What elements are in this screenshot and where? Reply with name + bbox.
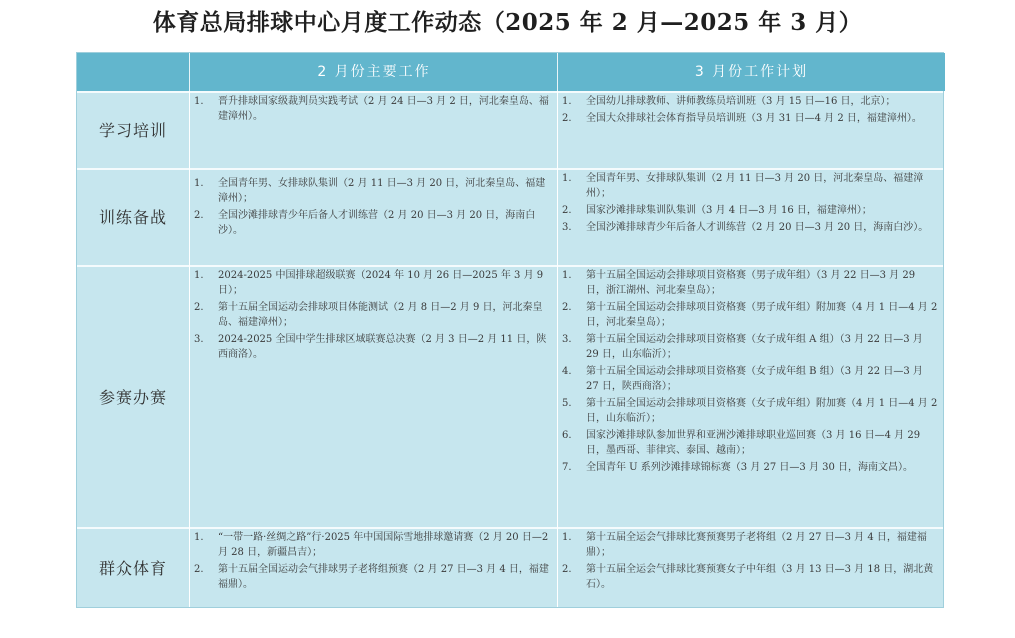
header-cell-february: 2 月份主要工作	[189, 53, 558, 91]
item-text: 2024-2025 全国中学生排球区域联赛总决赛（2 月 3 日—2 月 11 日，陕西商洛）。	[218, 334, 547, 360]
item-text: 全国大众排球社会体育指导员培训班（3 月 31 日—4 月 2 日，福建漳州）。	[586, 113, 922, 124]
item-number: 1.	[562, 532, 572, 543]
list-item	[562, 203, 938, 218]
item-number: 2.	[562, 564, 572, 575]
list-item	[562, 111, 938, 126]
mar-cell	[557, 527, 944, 607]
item-text: 全国青年男、女排球队集训（2 月 11 日—3 月 20 日，河北秦皇岛、福建漳州）；	[218, 178, 546, 204]
item-number: 2.	[194, 302, 204, 313]
item-text: 全国沙滩排球青少年后备人才训练营（2 月 20 日—3 月 20 日，海南白沙）。	[586, 222, 929, 233]
item-text: 第十五届全国运动会排球项目体能测试（2 月 8 日—2 月 9 日，河北秦皇岛、福建漳州）；	[218, 302, 543, 328]
item-text: 第十五届全国运动会排球项目资格赛（男子成年组）附加赛（4 月 1 日—4 月 2 日，河北秦皇岛）；	[586, 302, 938, 328]
item-number: 2.	[562, 113, 572, 124]
mar-cell	[557, 265, 944, 527]
item-number: 2.	[194, 210, 204, 221]
item-text: 第十五届全国运动会排球项目资格赛（女子成年组 A 组）（3 月 22 日—3 月 29 日，山东临沂）；	[586, 334, 923, 360]
list-item	[194, 94, 551, 124]
item-text: 全国沙滩排球青少年后备人才训练营（2 月 20 日—3 月 20 日，海南白沙）。	[218, 210, 536, 236]
item-number: 3.	[562, 222, 572, 233]
item-number: 1.	[562, 270, 572, 281]
list-item	[562, 562, 938, 592]
item-text: 第十五届全运会气排球比赛预赛男子老将组（2 月 27 日—3 月 4 日，福建福鼎）；	[586, 532, 927, 558]
list-item	[562, 332, 938, 362]
feb-cell	[189, 527, 557, 607]
item-number: 1.	[194, 178, 204, 189]
item-number: 1.	[194, 270, 204, 281]
item-number: 6.	[562, 430, 572, 441]
item-number: 7.	[562, 462, 572, 473]
category-cell: 群众体育	[98, 558, 167, 578]
list-item	[562, 268, 938, 298]
category-cell: 参赛办赛	[98, 387, 167, 407]
list-item	[194, 176, 551, 206]
work-table	[76, 52, 944, 608]
list-item	[194, 562, 551, 592]
mar-cell	[557, 168, 944, 265]
item-number: 1.	[194, 96, 204, 107]
list-item	[562, 428, 938, 458]
list-item	[562, 530, 938, 560]
item-number: 3.	[562, 334, 572, 345]
category-cell: 学习培训	[98, 121, 167, 140]
item-number: 1.	[562, 173, 572, 184]
mar-cell	[557, 91, 944, 168]
item-text: 晋升排球国家级裁判员实践考试（2 月 24 日—3 月 2 日，河北秦皇岛、福建漳州）。	[218, 96, 549, 122]
list-item	[562, 171, 938, 201]
list-item	[194, 530, 551, 560]
item-text: 2024-2025 中国排球超级联赛（2024 年 10 月 26 日—2025 年 3 月 9 日）；	[218, 270, 544, 296]
feb-cell	[189, 91, 557, 168]
header-cell-blank	[77, 53, 189, 91]
item-text: 第十五届全国运动会排球项目资格赛（女子成年组 B 组）（3 月 22 日—3 月 27 日，陕西商洛）；	[586, 366, 923, 392]
list-item	[562, 364, 938, 394]
category-cell: 训练备战	[98, 208, 167, 227]
item-text: 第十五届全国运动会气排球男子老将组预赛（2 月 27 日—3 月 4 日，福建福鼎）。	[218, 564, 549, 590]
list-item	[562, 220, 938, 235]
list-item	[562, 396, 938, 426]
item-number: 3.	[194, 334, 204, 345]
item-text: 国家沙滩排球集训队集训（3 月 4 日—3 月 16 日，福建漳州）；	[586, 205, 872, 216]
item-number: 4.	[562, 366, 572, 377]
item-number: 2.	[194, 564, 204, 575]
item-text: 第十五届全国运动会排球项目资格赛（男子成年组）（3 月 22 日—3 月 29 日，浙江湖州、河北秦皇岛）；	[586, 270, 916, 296]
item-number: 2.	[562, 205, 572, 216]
item-text: 全国青年男、女排球队集训（2 月 11 日—3 月 20 日，河北秦皇岛、福建漳州）；	[586, 173, 924, 199]
feb-cell	[189, 168, 557, 265]
feb-cell	[189, 265, 557, 527]
item-number: 1.	[194, 532, 204, 543]
list-item	[194, 268, 551, 298]
list-item	[562, 300, 938, 330]
item-text: 第十五届全运会气排球比赛预赛女子中年组（3 月 13 日—3 月 18 日，湖北黄石）。	[586, 564, 934, 590]
item-text: “一带一路·丝绸之路”行·2025 年中国国际雪地排球邀请赛（2 月 20 日—2 月 28 日，新疆昌吉）；	[218, 532, 549, 558]
item-number: 5.	[562, 398, 572, 409]
list-item	[562, 460, 938, 475]
page-title: 体育总局排球中心月度工作动态（2025 年 2 月—2025 年 3 月）	[152, 9, 863, 36]
item-number: 1.	[562, 96, 572, 107]
list-item	[194, 300, 551, 330]
header-cell-march: 3 月份工作计划	[557, 53, 945, 91]
list-item	[194, 332, 551, 362]
item-text: 全国幼儿排球教师、讲师教练员培训班（3 月 15 日—16 日，北京）；	[586, 96, 896, 107]
item-text: 国家沙滩排球队参加世界和亚洲沙滩排球职业巡回赛（3 月 16 日—4 月 29 日，墨西哥、菲律宾、泰国、越南）；	[586, 430, 921, 456]
list-item	[562, 94, 938, 109]
item-text: 第十五届全国运动会排球项目资格赛（女子成年组）附加赛（4 月 1 日—4 月 2 日，山东临沂）；	[586, 398, 938, 424]
item-number: 2.	[562, 302, 572, 313]
item-text: 全国青年 U 系列沙滩排球锦标赛（3 月 27 日—3 月 30 日，海南文昌）。	[586, 462, 914, 473]
list-item	[194, 208, 551, 238]
